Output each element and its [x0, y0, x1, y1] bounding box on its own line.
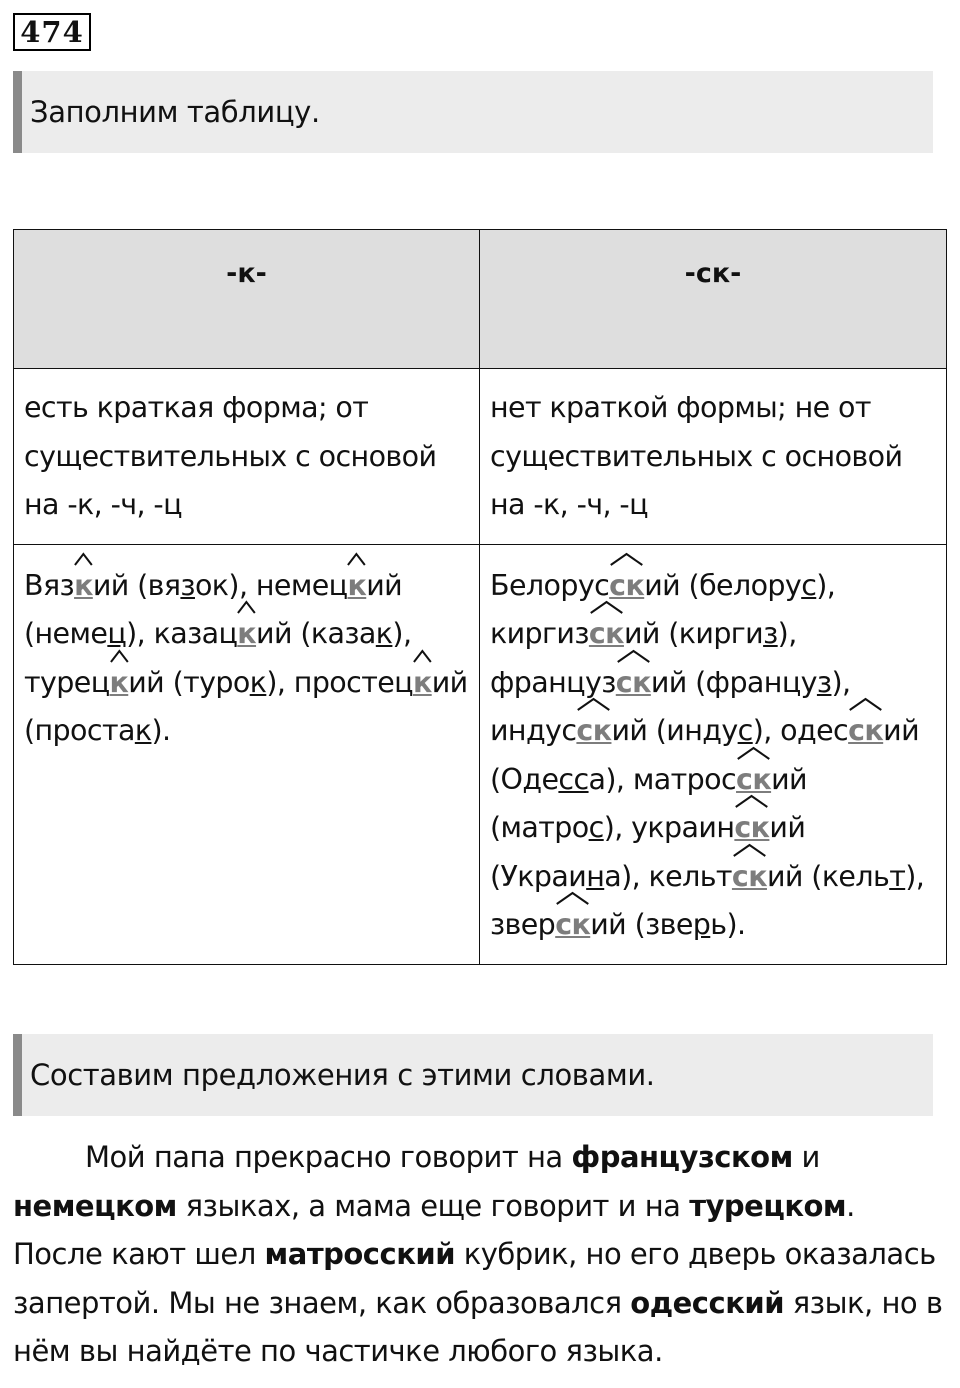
word-ending: ий — [128, 665, 165, 699]
suffix-mark: к — [74, 562, 93, 611]
suffix-arc-icon — [732, 843, 767, 857]
bold-word: турецком — [689, 1188, 847, 1223]
word-stem: украин — [631, 811, 735, 844]
suffix-mark: ск — [576, 707, 611, 756]
text-fragment: кубрик, но его дверь оказалась запертой. Мы не знаем, как образовался — [13, 1237, 936, 1320]
word-stem: матрос — [632, 762, 737, 796]
root-text: (кель — [811, 859, 890, 893]
root-text: ь). — [710, 908, 746, 941]
root-text: ), — [816, 568, 836, 602]
root-text: ), — [126, 617, 146, 650]
word-ending: ий — [644, 568, 681, 602]
example-word — [154, 617, 292, 650]
note-fill-table: Заполним таблицу. — [13, 71, 933, 153]
word-stem: Вяз — [24, 568, 75, 602]
table-row-examples — [14, 544, 947, 964]
root-final-letter: к — [375, 617, 393, 650]
root-word — [24, 714, 170, 747]
word-ending: ий — [590, 908, 627, 941]
root-final-letter: к — [249, 665, 267, 699]
root-text: (вя — [137, 568, 181, 602]
root-word — [490, 860, 640, 893]
text-fragment: язык, но в нём вы найдёте по частичке любого языка. — [13, 1285, 943, 1368]
rule-sk: нет краткой формы; не от существительных с основой на -к, -ч, -ц — [480, 369, 947, 545]
word-ending: ий — [611, 714, 648, 747]
task-number: 474 — [13, 13, 91, 51]
root-text: (каза — [300, 617, 376, 650]
examples-k — [14, 544, 480, 964]
suffix-arc-icon — [589, 600, 624, 614]
suffix-arc-icon — [555, 891, 590, 905]
root-word — [695, 666, 850, 699]
suffix-arc-icon — [736, 746, 771, 760]
header-suffix-k: -к- — [14, 230, 480, 369]
suffix-table — [13, 229, 947, 965]
suffix-arc-icon — [734, 794, 769, 808]
root-text: (кирги — [668, 617, 764, 650]
suffix-arc-icon — [110, 649, 129, 663]
root-text: (Украи — [490, 859, 587, 893]
root-final-letter: т — [889, 859, 906, 893]
example-word — [24, 569, 129, 602]
root-text: ), — [905, 859, 925, 893]
root-text: (неме — [24, 617, 108, 650]
word-stem: звер — [490, 908, 556, 941]
word-ending: ий — [766, 859, 803, 893]
root-final-letter: н — [586, 859, 605, 893]
word-ending: ий — [256, 617, 292, 650]
example-word — [780, 714, 919, 747]
root-word — [668, 617, 796, 650]
root-final-letter: з — [763, 617, 778, 650]
example-word — [24, 666, 164, 699]
example-word — [294, 666, 468, 699]
note-compose-sentences: Составим предложения с этими словами. — [13, 1034, 933, 1116]
root-text: (матро — [490, 811, 589, 844]
root-word — [24, 617, 145, 650]
root-text: ок), — [194, 568, 248, 602]
root-word — [490, 763, 624, 796]
word-stem: немец — [255, 568, 348, 602]
suffix-mark: к — [110, 659, 129, 708]
word-ending: ий — [883, 714, 920, 747]
root-text: ). — [151, 714, 171, 747]
example-word — [490, 714, 647, 747]
root-final-letter: з — [816, 665, 832, 699]
root-word — [137, 569, 247, 602]
table-header-row — [14, 230, 947, 369]
rule-k: есть краткая форма; от существительных с основой на -к, -ч, -ц — [14, 369, 480, 545]
root-text: ), — [266, 665, 286, 699]
text-fragment: языках, а мама еще говорит и на — [176, 1188, 690, 1223]
suffix-mark: ск — [848, 707, 883, 756]
root-text: (проста — [24, 714, 135, 747]
suffix-mark: ск — [616, 659, 651, 708]
suffix-arc-icon — [616, 649, 651, 663]
suffix-mark: к — [347, 562, 366, 611]
example-paragraph — [13, 1133, 943, 1376]
root-word — [656, 714, 772, 747]
root-word — [300, 617, 411, 650]
word-stem: простец — [293, 665, 413, 699]
root-word — [811, 860, 924, 893]
root-text: а), — [588, 762, 625, 796]
root-final-letter: с — [588, 811, 604, 844]
word-ending: ий — [431, 665, 468, 699]
example-word — [490, 666, 687, 699]
word-ending: ий — [623, 617, 660, 650]
suffix-arc-icon — [576, 697, 611, 711]
text-fragment: и — [792, 1140, 820, 1174]
suffix-mark: к — [237, 610, 256, 659]
word-stem: кельт — [648, 859, 732, 893]
word-ending: ий — [92, 568, 129, 602]
root-final-letter: р — [692, 908, 711, 941]
root-text: (Оде — [490, 762, 559, 796]
word-stem: киргиз — [490, 617, 589, 650]
word-stem: казац — [153, 617, 238, 650]
root-final-letter: ц — [107, 617, 127, 650]
suffix-mark: к — [413, 659, 432, 708]
root-text: (туро — [172, 665, 250, 699]
example-word — [633, 763, 807, 796]
root-word — [635, 908, 746, 941]
text-fragment: Мой папа прекрасно говорит на — [85, 1140, 572, 1174]
bold-word: французском — [571, 1140, 793, 1174]
root-text: (францу — [695, 665, 817, 699]
word-ending: ий — [366, 568, 403, 602]
example-word — [490, 908, 626, 941]
suffix-mark: ск — [555, 901, 590, 950]
root-word — [689, 569, 836, 602]
suffix-arc-icon — [74, 552, 93, 566]
root-text: (белору — [688, 568, 802, 602]
root-word — [490, 811, 623, 844]
suffix-mark: ск — [609, 562, 644, 611]
word-stem: одес — [780, 714, 849, 747]
word-ending: ий — [771, 762, 807, 796]
word-stem: Белорус — [490, 568, 610, 602]
root-text: (зве — [634, 908, 693, 941]
suffix-arc-icon — [237, 600, 256, 614]
suffix-mark: ск — [589, 610, 624, 659]
root-final-letter: к — [134, 714, 152, 747]
root-final-letter: з — [180, 568, 195, 602]
word-ending: ий — [769, 811, 806, 844]
root-final-letter: с — [801, 568, 817, 602]
word-stem: француз — [490, 665, 616, 699]
suffix-mark: ск — [736, 756, 771, 805]
header-suffix-sk: -ск- — [480, 230, 947, 369]
text-fragment: . После кают шел — [13, 1188, 855, 1271]
root-text: ), — [831, 665, 851, 699]
bold-word: матросский — [264, 1237, 456, 1271]
suffix-mark: ск — [734, 804, 769, 853]
bold-word: немецком — [13, 1188, 177, 1223]
example-word — [256, 569, 402, 602]
root-text: ), — [777, 617, 797, 650]
bold-word: одесский — [630, 1285, 785, 1320]
word-stem: индус — [490, 714, 577, 747]
root-final-letter: с — [737, 714, 753, 747]
example-word — [490, 569, 680, 602]
root-text: а), — [604, 859, 641, 893]
example-word — [490, 617, 660, 650]
word-stem: турец — [24, 665, 110, 699]
root-text: ), — [752, 714, 772, 747]
root-final-letter: сс — [558, 762, 589, 796]
examples-sk — [480, 544, 947, 964]
suffix-arc-icon — [848, 697, 883, 711]
root-text: ), — [392, 617, 412, 650]
example-word — [649, 860, 803, 893]
table-row-rule — [14, 369, 947, 545]
suffix-mark: ск — [732, 853, 767, 902]
root-text: ), — [603, 811, 623, 844]
suffix-arc-icon — [413, 649, 432, 663]
root-word — [173, 666, 286, 699]
root-text: (инду — [655, 714, 738, 747]
suffix-arc-icon — [609, 552, 644, 566]
example-word — [631, 811, 805, 844]
word-ending: ий — [650, 665, 687, 699]
suffix-arc-icon — [347, 552, 366, 566]
